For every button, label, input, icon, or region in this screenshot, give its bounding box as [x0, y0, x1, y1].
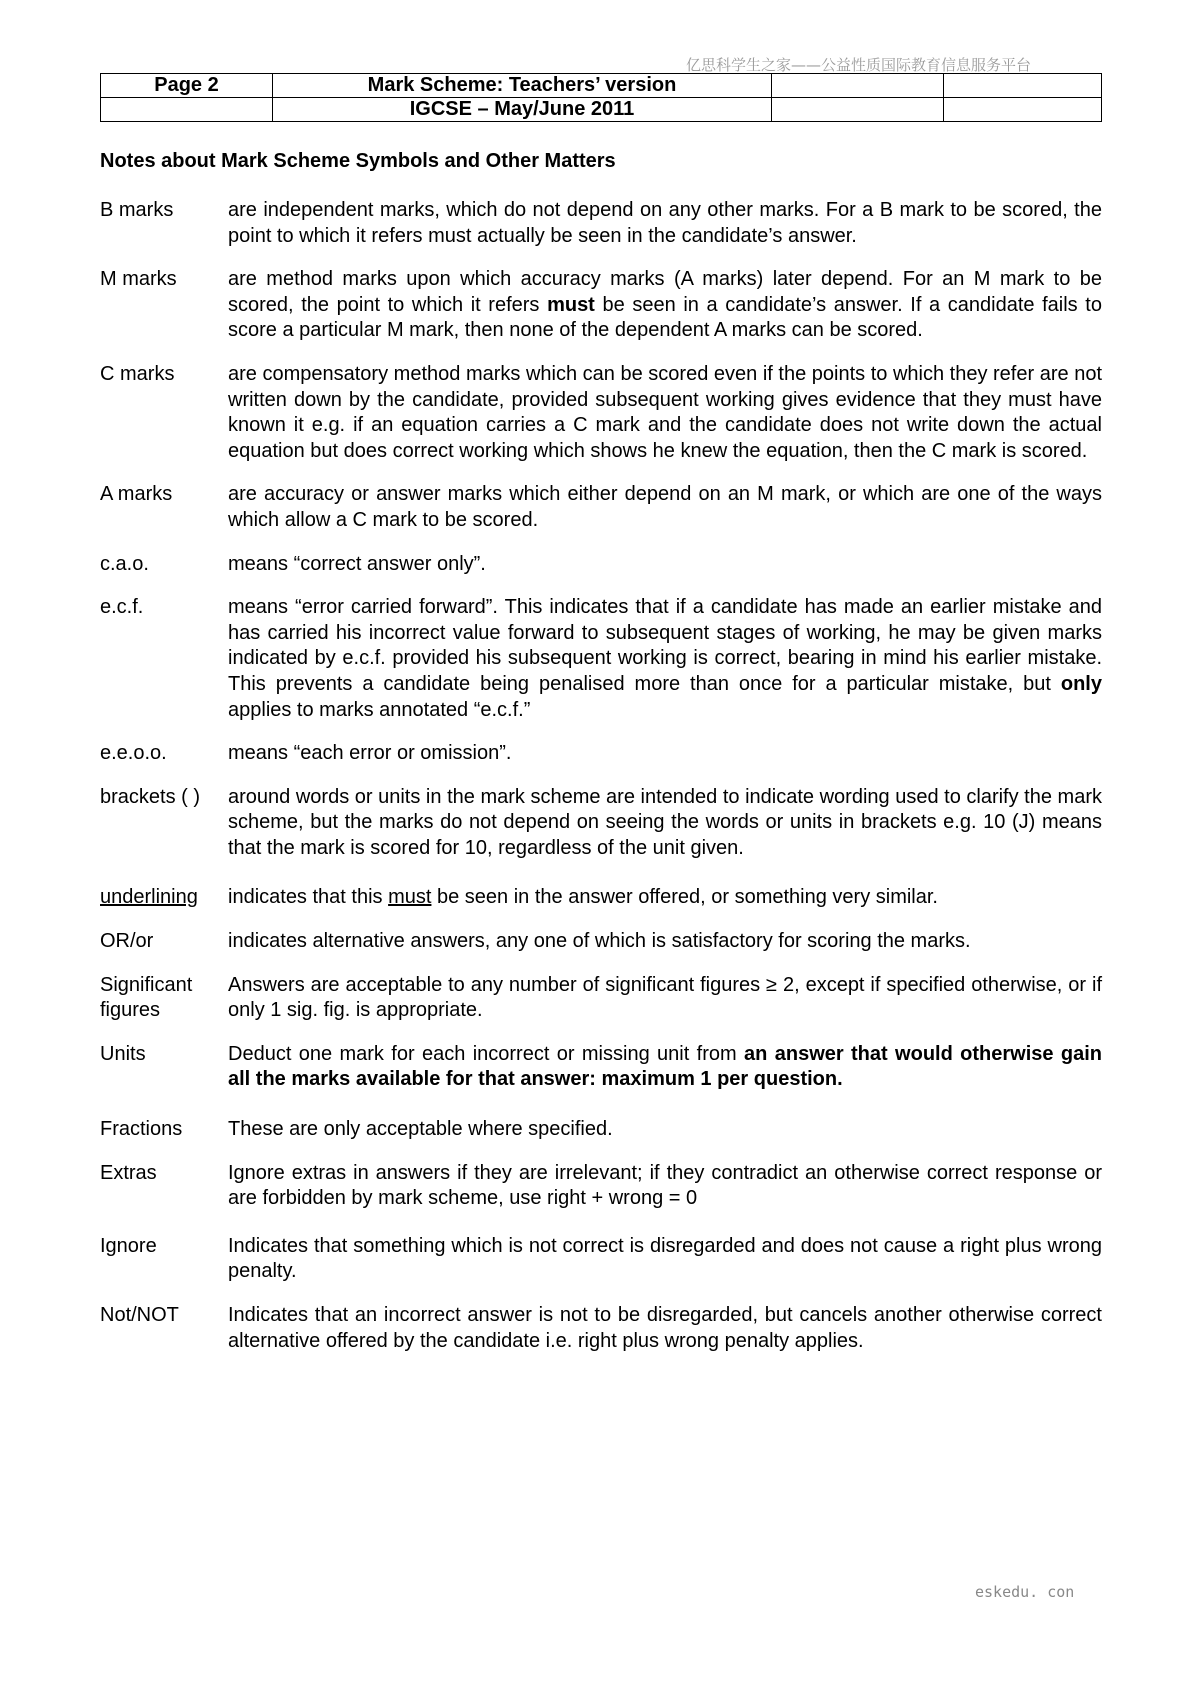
header-empty-cell [772, 98, 944, 122]
desc-text: are method marks upon which accuracy marks (A marks) later depend. For an M mark to be scored, the point to which it refers [228, 268, 1102, 316]
notes-list [100, 198, 1102, 1372]
note-description: means “correct answer only”. [228, 552, 486, 575]
desc-bold: only [1060, 672, 1102, 695]
note-term: Units [100, 1042, 146, 1065]
note-description: are compensatory method marks which can be scored even if the points to which they refer are not written down by the candidate, provided subsequent working gives evidence that they must have known it e.g. if an equation carries a C mark and the candidate does not write down the actual equation but does correct working which shows he knew the equation, then the C mark is scored. [228, 362, 1102, 462]
note-term: brackets ( ) [100, 785, 201, 808]
header-empty-cell [944, 98, 1102, 122]
note-description: are independent marks, which do not depend on any other marks. For a B mark to be scored, the point to which it refers must actually be seen in the candidate’s answer. [228, 199, 1102, 247]
note-term: B marks [100, 199, 174, 221]
note-term: Fractions [100, 1118, 183, 1141]
note-row-a-marks [100, 482, 1102, 533]
note-description: around words or units in the mark scheme are intended to indicate wording used to clarify the mark scheme, but the marks do not depend on seeing the words or units in brackets e.g. 10 (J) means that the mark is scored for 10, regardless of the unit given. [228, 785, 1102, 859]
note-row-or [100, 929, 1102, 955]
desc-underline: must [388, 886, 432, 909]
note-row-m-marks [100, 267, 1102, 344]
desc-text: means “error carried forward”. This indicates that if a candidate has made an earlier mistake and has carried his incorrect value forward to subsequent stages of working, he may be given marks indicated by e.c.f. provided his subsequent working is correct, bearing in mind his earlier mistake. This prevents a candidate being penalised more than once for a particular mistake, but [228, 596, 1102, 695]
note-row-underlining [100, 885, 1102, 911]
note-row-not [100, 1303, 1102, 1354]
note-description: Answers are acceptable to any number of significant figures ≥ 2, except if specified otherwise, or if only 1 sig. fig. is appropriate. [228, 973, 1102, 1022]
desc-text: be seen in a candidate’s answer. If a candidate fails to score a particular M mark, then none of the dependent A marks can be scored. [228, 293, 1102, 342]
note-row-fractions [100, 1117, 1102, 1143]
note-row-ignore [100, 1234, 1102, 1285]
note-term: A marks [100, 483, 173, 506]
note-row-units [100, 1042, 1102, 1093]
note-row-c-marks [100, 362, 1102, 464]
note-row-eeoo [100, 741, 1102, 767]
note-description [228, 267, 1102, 344]
note-term: Not/NOT [100, 1304, 179, 1326]
note-term: c.a.o. [100, 552, 149, 575]
note-description: Indicates that an incorrect answer is not to be disregarded, but cancels another otherwise correct alternative offered by the candidate i.e. right plus wrong penalty applies. [228, 1304, 1102, 1352]
watermark-top: 亿思科学生之家——公益性质国际教育信息服务平台 [686, 56, 1032, 74]
watermark-bottom: eskedu. con [975, 1583, 1075, 1601]
note-term: Extras [100, 1161, 157, 1184]
term-underlined: underlining [100, 886, 198, 909]
note-row-brackets [100, 785, 1102, 862]
note-description [228, 1042, 1102, 1093]
note-term [100, 885, 228, 911]
header-empty-cell [772, 74, 944, 98]
note-row-significant-figures [100, 973, 1102, 1024]
note-term: e.e.o.o. [100, 742, 167, 765]
desc-text: indicates that this [228, 886, 389, 909]
desc-bold: must [547, 293, 595, 316]
note-term: C marks [100, 362, 175, 385]
desc-text: be seen in the answer offered, or something very similar. [431, 886, 938, 909]
header-empty-cell [944, 74, 1102, 98]
note-description: means “each error or omission”. [228, 742, 512, 765]
exam-session: IGCSE – May/June 2011 [273, 98, 772, 122]
note-row-ecf [100, 595, 1102, 723]
note-term: e.c.f. [100, 596, 144, 619]
desc-bold: an answer that would otherwise gain all the marks available for that answer: maximum 1 per question. [228, 1042, 1103, 1091]
note-description: These are only acceptable where specified. [228, 1118, 613, 1141]
note-term: M marks [100, 268, 177, 291]
note-term: Ignore [100, 1234, 157, 1257]
desc-text: applies to marks annotated “e.c.f.” [228, 698, 531, 721]
section-heading: Notes about Mark Scheme Symbols and Other Matters [100, 150, 616, 172]
document-title: Mark Scheme: Teachers’ version [273, 74, 772, 98]
note-term: Significant figures [100, 973, 193, 1022]
note-description: Indicates that something which is not correct is disregarded and does not cause a right plus wrong penalty. [228, 1234, 1102, 1283]
note-term: OR/or [100, 930, 154, 953]
note-description: indicates alternative answers, any one of which is satisfactory for scoring the marks. [228, 930, 971, 953]
note-row-cao [100, 552, 1102, 578]
header-empty-cell [101, 98, 273, 122]
note-description [228, 885, 1102, 911]
note-row-extras [100, 1161, 1102, 1212]
page-number: Page 2 [101, 74, 273, 98]
header-table [100, 73, 1102, 122]
note-row-b-marks [100, 198, 1102, 249]
note-description [228, 595, 1102, 723]
note-description: Ignore extras in answers if they are irrelevant; if they contradict an otherwise correct response or are forbidden by mark scheme, use right + wrong = 0 [228, 1161, 1102, 1210]
note-description: are accuracy or answer marks which either depend on an M mark, or which are one of the ways which allow a C mark to be scored. [228, 483, 1102, 531]
desc-text: Deduct one mark for each incorrect or missing unit from [228, 1042, 745, 1065]
